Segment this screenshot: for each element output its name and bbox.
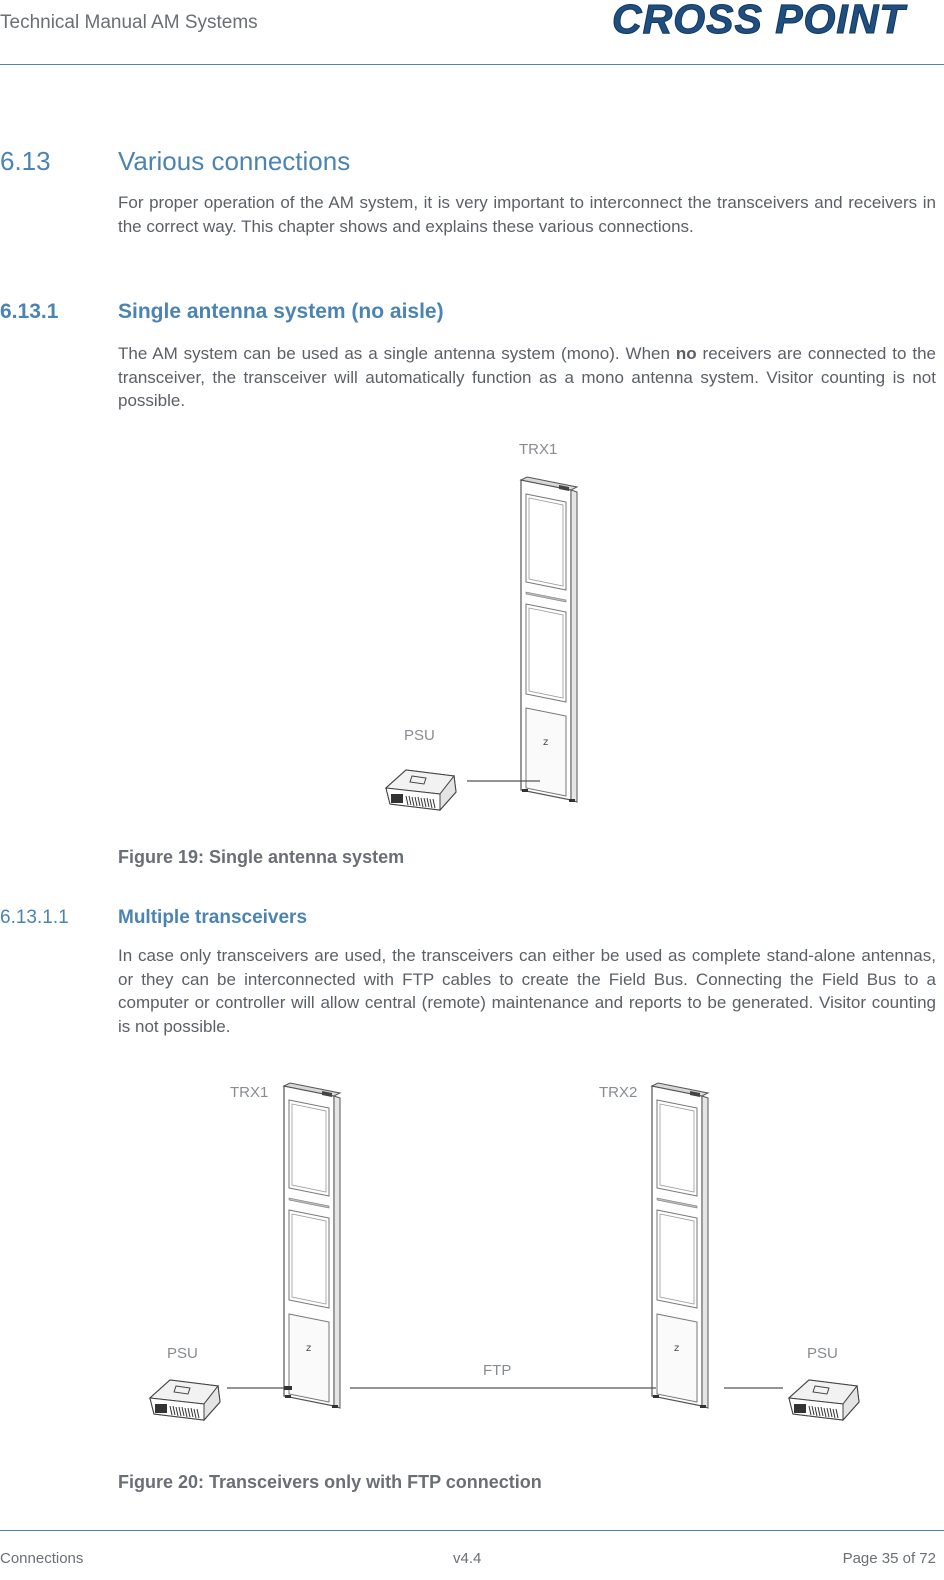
figure20-trx2-label: TRX2 <box>599 1084 638 1101</box>
section-intro: For proper operation of the AM system, it is very important to interconnect the transceivers and receivers in the correct way. This chapter shows and explains these various connections. <box>118 193 936 236</box>
figure19-trx1-label: TRX1 <box>519 441 558 458</box>
section-title: Various connections <box>118 146 351 176</box>
header-rule <box>0 64 944 65</box>
section-number: 6.13 <box>0 146 51 176</box>
figure20-psu-left-label: PSU <box>167 1345 198 1362</box>
footer-left: Connections <box>0 1550 84 1567</box>
figure20-trx1-label: TRX1 <box>230 1084 269 1101</box>
figure20-caption: Figure 20: Transceivers only with FTP connection <box>118 1472 542 1492</box>
subsection-title: Single antenna system (no aisle) <box>118 300 444 323</box>
footer-page-number: Page 35 of 72 <box>842 1550 936 1567</box>
subsection-text-after: receivers are connected to the transceiver, the transceiver will automatically function as a mono antenna system. Visitor counting is not possible. <box>118 344 937 410</box>
subsection-text-bold: no <box>675 344 697 363</box>
footer-center: v4.4 <box>453 1550 482 1567</box>
header-title: Technical Manual AM Systems <box>0 12 258 33</box>
figure20-ftp-label: FTP <box>483 1362 512 1379</box>
figure19-psu-label: PSU <box>404 727 435 744</box>
footer-rule <box>0 1530 944 1531</box>
subsubsection-text: In case only transceivers are used, the transceivers can either be used as complete stand-alone antennas, or they can be interconnected with FTP cables to create the Field Bus. Connecting the Field Bus to a computer or controller will allow central (remote) maintenance and reports to be generated. Visitor counting is not possible. <box>118 946 936 1036</box>
figure19-caption: Figure 19: Single antenna system <box>118 847 405 867</box>
figure20-psu-right-label: PSU <box>807 1345 838 1362</box>
figure-19-diagram: z <box>0 0 944 1580</box>
subsubsection-title: Multiple transceivers <box>118 907 308 928</box>
subsection-text <box>118 342 936 413</box>
subsection-number: 6.13.1 <box>0 300 59 323</box>
subsection-text-before: The AM system can be used as a single antenna system (mono). When <box>118 344 676 363</box>
subsubsection-number: 6.13.1.1 <box>0 907 69 928</box>
cross-point-logo: CROSS POINT <box>612 0 906 42</box>
